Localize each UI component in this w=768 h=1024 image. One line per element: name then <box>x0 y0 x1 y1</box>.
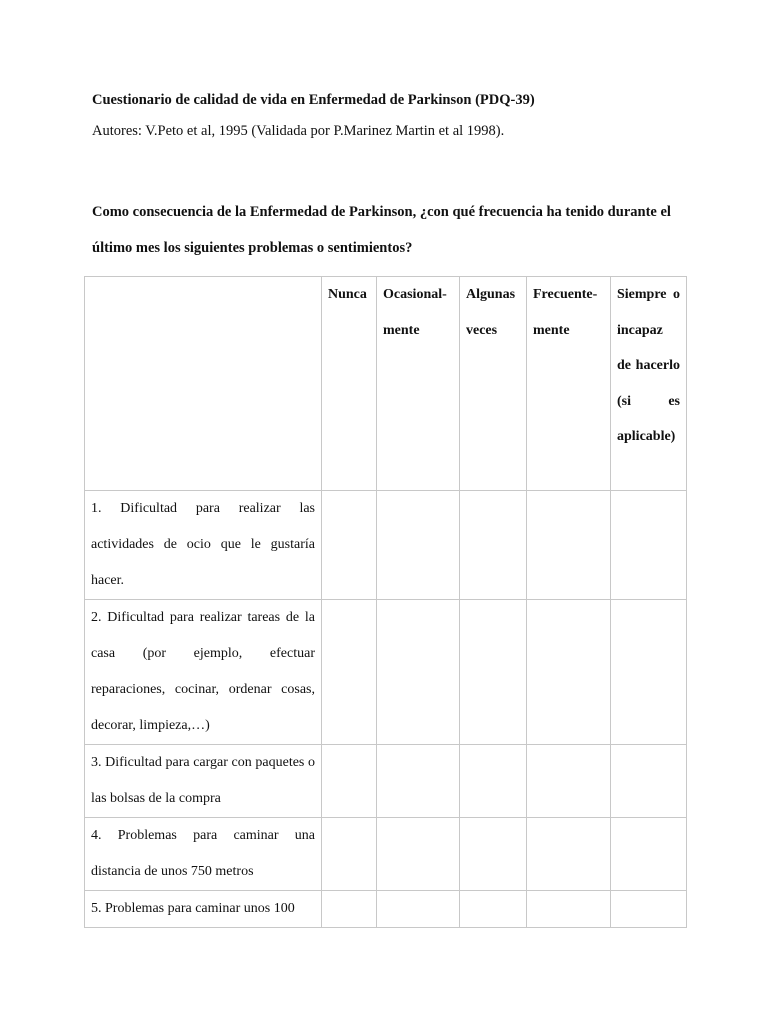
item-4-text: 4. Problemas para caminar una distancia de unos 750 metros <box>85 818 322 891</box>
answer-cell[interactable] <box>322 745 377 818</box>
item-2-text: 2. Dificultad para realizar tareas de la casa (por ejemplo, efectuar reparaciones, cocinar, ordenar cosas, decorar, limpieza,…) <box>85 600 322 745</box>
table-row <box>85 745 687 818</box>
item-3-text: 3. Dificultad para cargar con paquetes o las bolsas de la compra <box>85 745 322 818</box>
answer-cell[interactable] <box>322 600 377 745</box>
answer-cell[interactable] <box>377 491 460 600</box>
answer-cell[interactable] <box>527 818 611 891</box>
answer-cell[interactable] <box>460 745 527 818</box>
header-row <box>85 277 687 491</box>
answer-cell[interactable] <box>527 491 611 600</box>
answer-cell[interactable] <box>460 891 527 928</box>
answer-cell[interactable] <box>460 818 527 891</box>
answer-cell[interactable] <box>322 818 377 891</box>
answer-cell[interactable] <box>611 891 687 928</box>
answer-cell[interactable] <box>322 491 377 600</box>
table-row <box>85 600 687 745</box>
answer-cell[interactable] <box>611 491 687 600</box>
table-row <box>85 491 687 600</box>
header-empty-cell <box>85 277 322 491</box>
answer-cell[interactable] <box>527 600 611 745</box>
answer-cell[interactable] <box>527 745 611 818</box>
questionnaire-table <box>84 276 687 928</box>
header-siempre: Siempre o incapaz de hacerlo (si es aplicable) <box>611 277 687 491</box>
item-1-text: 1. Dificultad para realizar las actividades de ocio que le gustaría hacer. <box>85 491 322 600</box>
answer-cell[interactable] <box>322 891 377 928</box>
answer-cell[interactable] <box>377 745 460 818</box>
answer-cell[interactable] <box>611 600 687 745</box>
header-frecuentemente: Frecuente- mente <box>527 277 611 491</box>
answer-cell[interactable] <box>527 891 611 928</box>
answer-cell[interactable] <box>611 818 687 891</box>
item-5-text: 5. Problemas para caminar unos 100 <box>85 891 322 928</box>
header-ocasionalmente: Ocasional- mente <box>377 277 460 491</box>
document-authors: Autores: V.Peto et al, 1995 (Validada por P.Marinez Martin et al 1998). <box>92 123 505 139</box>
header-algunas-veces: Algunas veces <box>460 277 527 491</box>
answer-cell[interactable] <box>377 891 460 928</box>
question-prompt: Como consecuencia de la Enfermedad de Parkinson, ¿con qué frecuencia ha tenido durante el último mes los siguientes problemas o sentimientos? <box>92 204 671 256</box>
answer-cell[interactable] <box>460 600 527 745</box>
table-row <box>85 818 687 891</box>
answer-cell[interactable] <box>611 745 687 818</box>
answer-cell[interactable] <box>377 600 460 745</box>
table-row <box>85 891 687 928</box>
answer-cell[interactable] <box>377 818 460 891</box>
header-nunca: Nunca <box>322 277 377 491</box>
answer-cell[interactable] <box>460 491 527 600</box>
document-title: Cuestionario de calidad de vida en Enfermedad de Parkinson (PDQ-39) <box>92 92 535 108</box>
